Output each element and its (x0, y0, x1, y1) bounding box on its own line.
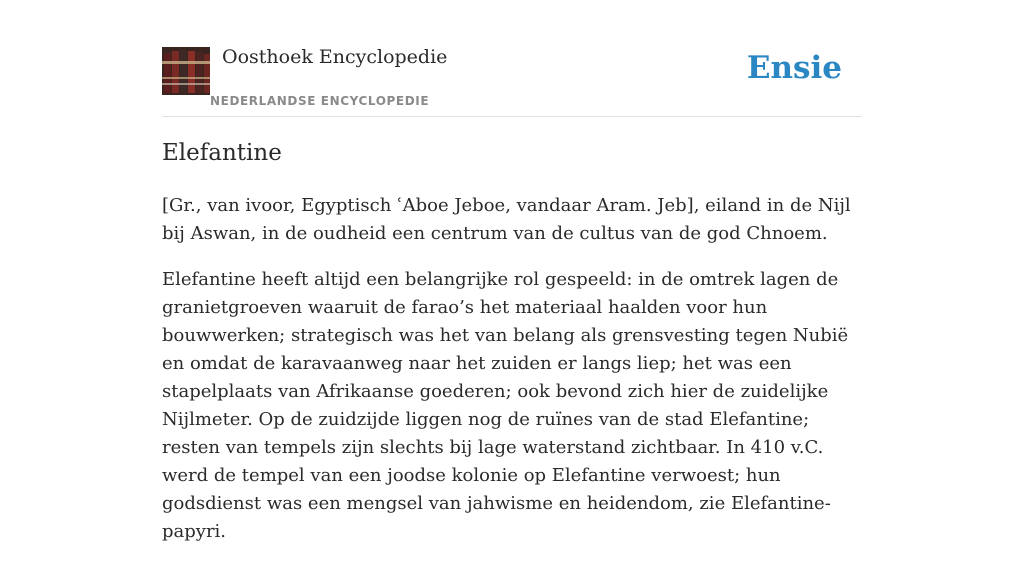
site-logo[interactable] (162, 47, 210, 95)
article-body (162, 192, 865, 564)
book-spines-icon (162, 47, 210, 95)
article-paragraph: Elefantine heeft altijd een belangrijke rol gespeeld: in de omtrek lagen de granietgroeven waaruit de farao’s het materiaal haalden voor hun bouwwerken; strategisch was het van belang als grensvesting tegen Nubië en omdat de karavaanweg naar het zuiden er langs liep; het was een stapelplaats van Afrikaanse goederen; ook bevond zich hier de zuidelijke Nijlmeter. Op de zuidzijde liggen nog de ruïnes van de stad Elefantine; resten van tempels zijn slechts bij lage waterstand zichtbaar. In 410 v.C. werd de tempel van een joodse kolonie op Elefantine verwoest; hun godsdienst was een mengsel van jahwisme en heidendom, zie Elefantine-papyri. (162, 269, 849, 542)
page-title: Elefantine (162, 140, 282, 166)
site-tagline: NEDERLANDSE ENCYCLOPEDIE (210, 94, 430, 108)
article-paragraph: [Gr., van ivoor, Egyptisch ʿAboe Jeboe, vandaar Aram. Jeb], eiland in de Nijl bij Aswan, in de oudheid een centrum van de cultus van de god Chnoem. (162, 195, 851, 244)
site-header (162, 0, 862, 117)
brand-logo[interactable]: Ensie (746, 50, 842, 86)
site-name[interactable]: Oosthoek Encyclopedie (222, 46, 448, 68)
